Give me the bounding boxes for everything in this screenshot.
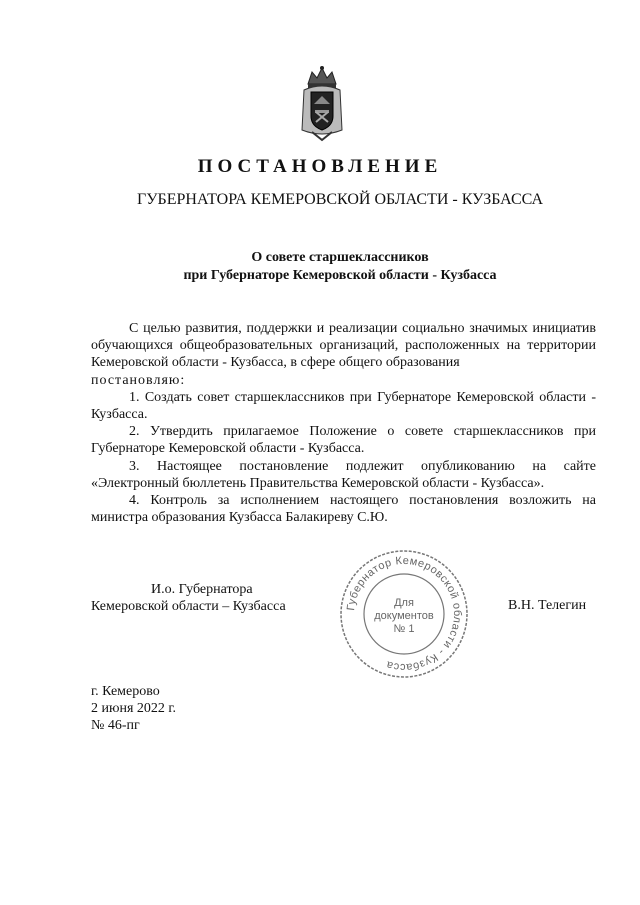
footer-city: г. Кемерово <box>91 684 160 699</box>
document-subject <box>0 249 640 285</box>
document-body <box>91 320 596 526</box>
subject-line-2: при Губернаторе Кемеровской области - Кузбасса <box>183 268 497 283</box>
stamp-ring-text: Губернатор Кемеровской области - Кузбасса <box>345 554 464 674</box>
stamp-center-line-2: документов <box>374 610 434 622</box>
signatory-position-line-1: И.о. Губернатора <box>151 582 253 597</box>
paragraph-intro: С целью развития, поддержки и реализации социально значимых инициатив обучающихся общеобразовательных организаций, расположенных на территории Кемеровской области - Кузбасса, в сфере общего образования <box>91 321 596 371</box>
stamp-center-line-1: Для <box>394 597 414 609</box>
official-stamp <box>338 548 470 680</box>
signatory-position <box>91 581 311 615</box>
coat-of-arms-icon <box>298 64 346 142</box>
paragraph-item-1: 1. Создать совет старшеклассников при Губернаторе Кемеровской области - Кузбасса. <box>91 389 596 423</box>
stamp-center-line-3: № 1 <box>393 623 415 635</box>
signatory-position-line-2: Кемеровской области – Кузбасса <box>91 599 286 614</box>
subject-line-1: О совете старшеклассников <box>251 250 429 265</box>
document-title: ПОСТАНОВЛЕНИЕ <box>197 156 443 177</box>
paragraph-item-2: 2. Утвердить прилагаемое Положение о совете старшеклассников при Губернаторе Кемеровской области - Кузбасса. <box>91 424 596 457</box>
signatory-name: В.Н. Телегин <box>508 598 587 613</box>
paragraph-decree: постановляю: <box>91 372 186 388</box>
footer-date: 2 июня 2022 г. <box>91 701 177 716</box>
footer-number: № 46-пг <box>91 718 140 733</box>
paragraph-item-4: 4. Контроль за исполнением настоящего постановления возложить на министра образования Кузбасса Балакиреву С.Ю. <box>91 493 596 526</box>
document-subtitle: ГУБЕРНАТОРА КЕМЕРОВСКОЙ ОБЛАСТИ - КУЗБАССА <box>136 191 544 208</box>
document-footer <box>91 683 176 734</box>
paragraph-item-3: 3. Настоящее постановление подлежит опубликованию на сайте «Электронный бюллетень Правительства Кемеровской области - Кузбасса». <box>91 458 596 491</box>
